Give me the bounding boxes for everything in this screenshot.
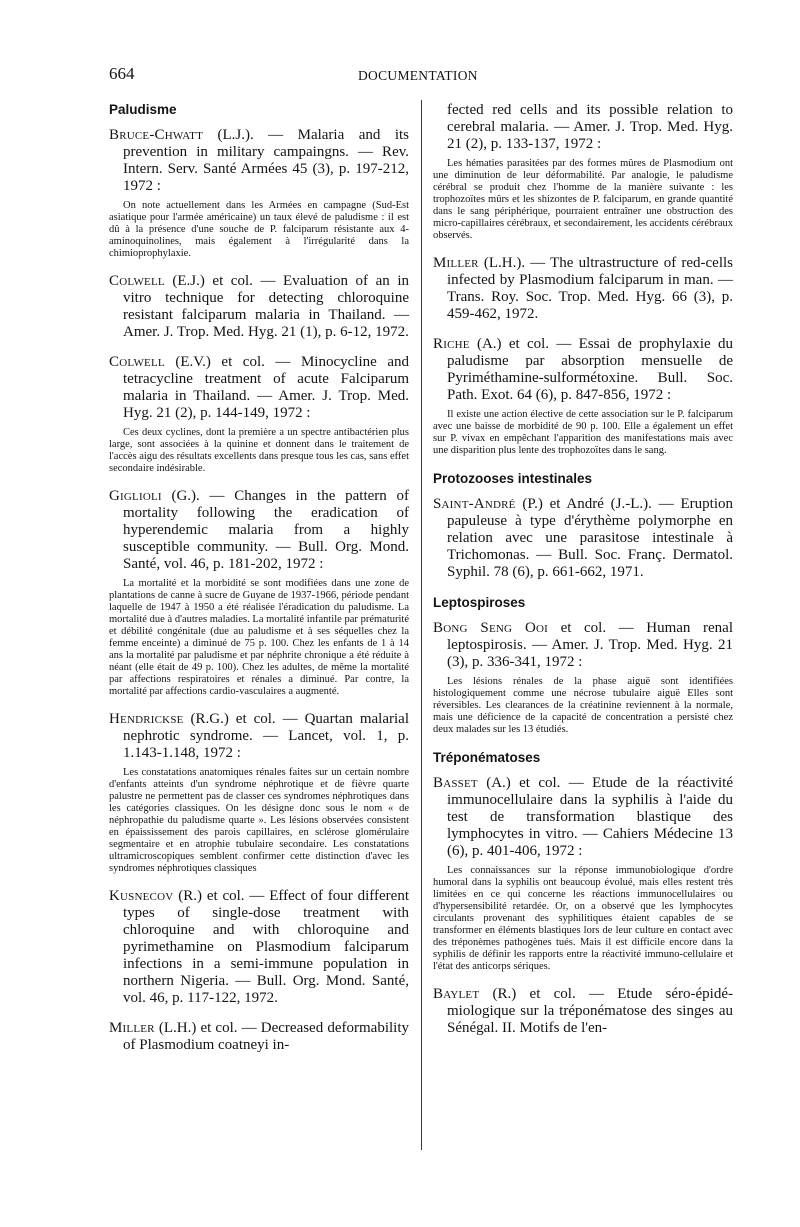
citation-text: (L.H.). — The ultrastructure of red-cells infected by Plasmodium falciparum in man. — Trans. Roy. Soc. Trop. Med. Hyg. 66 (3), p. 459-462, 1972. [447, 255, 733, 322]
bibliography-entry-continued [433, 102, 733, 242]
abstract: On note actuellement dans les Armées en campagne (Sud-Est asiatique pour l'armée américaine) un taux élevé de paludisme : il est dû à la présence d'une souche de P. falciparum résistante aux 4-aminoquinolines, mais également à l'irrégularité dans la chimioprophylaxie. [109, 200, 409, 259]
citation-continued: fected red cells and its possible relation to cerebral malaria. — Amer. J. Trop. Med. Hyg. 21 (2), p. 133-137, 1972 : [447, 102, 733, 152]
bibliography-entry [109, 888, 409, 1007]
bibliography-entry [433, 986, 733, 1037]
author-name: Colwell [109, 354, 165, 370]
citation [433, 986, 733, 1037]
running-header: DOCUMENTATION [358, 68, 478, 83]
citation-text: (R.) et col. — Effect of four different types of single-dose treatment with chloroquine and with chloroquine and pyrimethamine on Plasmodium falciparum infections in a semi-immune population in northern Nigeria. — Bull. Org. Mond. Santé, vol. 46, p. 117-122, 1972. [123, 888, 409, 1006]
author-name: Hendrickse [109, 711, 184, 727]
section-heading-paludisme: Paludisme [109, 102, 177, 117]
citation-text: (A.) et col. — Essai de prophylaxie du paludisme par absorption mensuelle de Pyriméthamine-sulformétoxine. Bull. Soc. Path. Exot. 64 (6), p. 847-856, 1972 : [447, 336, 733, 403]
bibliography-entry [433, 620, 733, 736]
abstract: Ces deux cyclines, dont la première a un spectre antibactérien plus large, sont associées à la quinine et donnent dans le traitement de l'accès aigu des résultats excellents dans presque tous les cas, sans effet secondaire indésirable. [109, 427, 409, 474]
author-name: Riche [433, 336, 470, 352]
citation-text: (P.) et André (J.-L.). — Eruption papuleuse à type d'érythème polymorphe en relation avec une parasitose intestinale à Trichomonas. — Bull. Soc. Franç. Dermatol. Syphil. 78 (6), p. 661-662, 1971. [447, 496, 733, 580]
bibliography-entry [109, 711, 409, 875]
citation-text: (E.V.) et col. — Minocycline and tetracycline treatment of acute Falciparum malaria in Thailand. — Amer. J. Trop. Med. Hyg. 21 (2), p. 144-149, 1972 : [123, 354, 409, 421]
citation [433, 620, 733, 671]
author-name: Bruce-Chwatt [109, 127, 204, 143]
citation [109, 488, 409, 573]
author-name: Miller [109, 1020, 155, 1036]
abstract: La mortalité et la morbidité se sont modifiées dans une zone de plantations de canne à sucre de Guyane de 1937-1966, période pendant laquelle de 1947 à 1950 a été réalisée l'éradication du paludisme. La mortalité due à d'autres maladies. La mortalité infantile par prématurité et débilité congénitale (due au paludisme et à ses séquelles chez la femme enceinte) a diminué de 75 p. 100. Chez les enfants de 1 à 14 ans la mortalité par paludisme et par néphrite chronique a été réduite à néant (elle était de 49 p. 100). Chez les adultes, de même la mortalité par affections respiratoires et rénales a diminué. Par contre, la mortalité par affections cardio-vasculaires a augmenté. [109, 578, 409, 697]
author-name: Bong Seng Ooi [433, 620, 549, 636]
section-heading-treponematoses: Tréponématoses [433, 750, 541, 765]
abstract: Il existe une action élective de cette association sur le P. falciparum avec une baisse de morbidité de 90 p. 100. Elle a également un effet sur P. vivax en empêchant l'apparition des manifestations mais avec une disparition plus lente des trophozoïtes dans le sang. [433, 409, 733, 456]
citation [109, 273, 409, 341]
citation-text: (R.) et col. — Etude séro-épidémiologique sur la tréponématose des singes au Sénégal. II. Motifs de l'en- [447, 986, 733, 1036]
section-heading-protozooses: Protozooses intestinales [433, 471, 593, 486]
abstract: Les constatations anatomiques rénales faites sur un certain nombre d'enfants atteints d'un syndrome néphrotique et de fièvre quarte palustre ne permettent pas de classer ces syndromes néphrotiques dans les catégories classiques. On les désigne donc sous le nom « de néphropathie du paludisme quarte ». Les lésions observées consistent en épaississement des parois capillaires, en sclérose glomérulaire segmentaire et en atrophie tubulaire secondaire. Les constatations ultramicroscopiques semblent confirmer cette distinction d'avec les syndromes néphrotiques classiques [109, 767, 409, 874]
citation-text: (A.) et col. — Etude de la réactivité immunocellulaire dans la syphilis à l'aide du test de transformation blastique des lymphocytes in vitro. — Cahiers Médecine 13 (6), p. 401-406, 1972 : [447, 775, 733, 859]
author-name: Miller [433, 255, 479, 271]
author-name: Saint-André [433, 496, 516, 512]
citation-text: (R.G.) et col. — Quartan malarial nephrotic syndrome. — Lancet, vol. 1, p. 1.143-1.148, 1972 : [123, 711, 409, 761]
bibliography-entry [109, 488, 409, 698]
bibliography-entry [109, 273, 409, 341]
bibliography-entry [433, 775, 733, 973]
citation [433, 336, 733, 404]
citation-text: (G.). — Changes in the pattern of mortality following the eradication of hyperendemic malaria from a highly susceptible community. — Bull. Org. Mond. Santé, vol. 46, p. 181-202, 1972 : [123, 488, 409, 572]
citation-text: (L.H.) et col. — Decreased deformability of Plasmodium coatneyi in- [123, 1020, 409, 1053]
abstract: Les hématies parasitées par des formes mûres de Plasmodium ont une diminution de leur déformabilité. Par analogie, le paludisme cérébral se produit chez l'homme de la manière suivante : les trophozoïtes mûrs et les shizontes de P. falciparum, en grande quantité dans le sang périphérique, pourraient entraîner une obstruction des micro-capillaires cérébraux, et secondairement, les accidents cérébraux observés. [433, 158, 733, 241]
citation [109, 1020, 409, 1054]
left-column [109, 102, 409, 1067]
author-name: Giglioli [109, 488, 162, 504]
citation [433, 496, 733, 581]
abstract: Les connaissances sur la réponse immunobiologique d'ordre humoral dans la syphilis ont beaucoup évolué, mais elles restent très limitées en ce qui concerne les réactions immunocellulaires ou d'hypersensibilité retardée. Or, on a observé que les lymphocytes circulants provenant des syphilitiques étaient capables de se transformer en éléments blastiques lors de leur culture en contact avec des tréponèmes pathogènes tués. Mais il est difficile encore dans la syphilis de définir les rapports entre la réactivité immuno-cellulaire et l'état des anticorps sériques. [433, 865, 733, 972]
citation [109, 888, 409, 1007]
abstract: Les lésions rénales de la phase aiguë sont identifiées histologiquement comme une nécrose tubulaire aiguë Elles sont réversibles. Les clearances de la créatinine reviennent à la normale, mais une déficience de la capacité de concentration a persisté chez deux malades sur les 13 étudiés. [433, 676, 733, 735]
citation [109, 711, 409, 762]
citation [109, 354, 409, 422]
bibliography-entry [433, 496, 733, 581]
column-divider [421, 100, 422, 1150]
citation-text: et col. — Human renal leptospirosis. — Amer. J. Trop. Med. Hyg. 21 (3), p. 336-341, 1972 : [447, 620, 733, 670]
bibliography-entry [109, 1020, 409, 1054]
author-name: Basset [433, 775, 478, 791]
citation-text: (L.J.). — Malaria and its prevention in military campaingns. — Rev. Intern. Serv. Santé Armées 45 (3), p. 197-212, 1972 : [123, 127, 409, 194]
bibliography-entry [109, 354, 409, 475]
citation [433, 255, 733, 323]
citation [433, 775, 733, 860]
bibliography-entry [433, 336, 733, 457]
citation [109, 127, 409, 195]
bibliography-entry [109, 127, 409, 260]
citation-text: (E.J.) et col. — Evaluation of an in vitro technique for detecting chloroquine resistant falciparum malaria in Thailand. — Amer. J. Trop. Med. Hyg. 21 (1), p. 6-12, 1972. [123, 273, 409, 340]
right-column [433, 102, 733, 1050]
author-name: Colwell [109, 273, 165, 289]
author-name: Kusnecov [109, 888, 174, 904]
author-name: Baylet [433, 986, 480, 1002]
section-heading-leptospiroses: Leptospiroses [433, 595, 526, 610]
bibliography-entry [433, 255, 733, 323]
page-number: 664 [109, 64, 135, 83]
